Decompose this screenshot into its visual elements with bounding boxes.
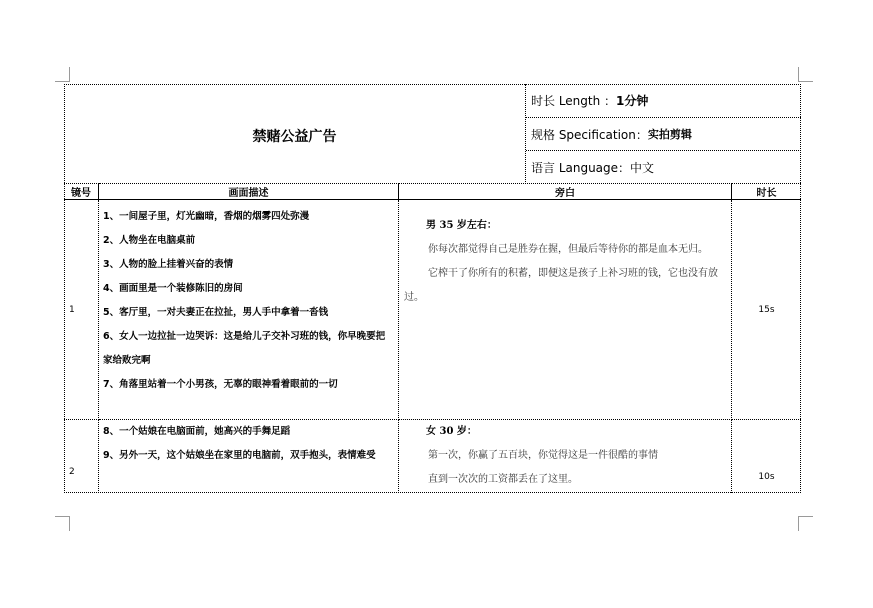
narration-line: 直到一次次的工资都丢在了这里。 <box>428 474 578 485</box>
row2-narration <box>399 420 732 493</box>
scene-item: 1、一间屋子里，灯光幽暗，香烟的烟雾四处弥漫 <box>103 211 310 222</box>
header-scene: 画面描述 <box>99 183 399 200</box>
row2-num: 2 <box>64 420 99 493</box>
row1-num: 1 <box>64 200 99 420</box>
scene-item: 3、人物的脸上挂着兴奋的表情 <box>103 259 234 270</box>
scene-item: 4、画面里是一个装修陈旧的房间 <box>103 283 243 294</box>
crop-mark-bottom-right <box>798 516 813 531</box>
header-narration: 旁白 <box>399 183 732 200</box>
header-num: 镜号 <box>64 183 99 200</box>
speaker-label: 男 35 岁左右： <box>426 220 497 231</box>
duration-label: 时长 Length ： <box>531 94 617 108</box>
header-duration: 时长 <box>732 183 801 200</box>
duration-meta <box>526 84 801 118</box>
row2-duration: 10s <box>758 471 775 482</box>
speaker-label: 女 30 岁： <box>426 426 477 437</box>
row1-scenes <box>99 200 399 420</box>
scene-item: 2、人物坐在电脑桌前 <box>103 235 196 246</box>
narration-line: 你每次都觉得自己是胜券在握，但最后等待你的都是血本无归。 <box>428 244 708 255</box>
scene-item: 8、一个姑娘在电脑面前，她高兴的手舞足蹈 <box>103 426 291 437</box>
spec-value: 实拍剪辑 <box>647 128 692 141</box>
scene-item: 9、另外一天，这个姑娘坐在家里的电脑前，双手抱头，表情难受 <box>103 450 376 461</box>
lang-label: 语言 Language： <box>531 161 631 175</box>
scene-item: 7、角落里站着一个小男孩，无辜的眼神看着眼前的一切 <box>103 379 338 390</box>
storyboard-table <box>64 84 801 493</box>
lang-meta <box>526 151 801 184</box>
crop-mark-bottom-left <box>55 516 70 531</box>
duration-value: 1分钟 <box>616 94 649 108</box>
lang-value: 中文 <box>630 161 655 175</box>
narration-line: 第一次，你赢了五百块，你觉得这是一件很酷的事情 <box>428 450 658 461</box>
spec-label: 规格 Specification： <box>531 127 648 142</box>
row2-scenes <box>99 420 399 493</box>
spec-meta <box>526 118 801 151</box>
crop-mark-top-right <box>798 67 813 82</box>
doc-title: 禁赌公益广告 <box>64 84 526 184</box>
row1-narration <box>399 200 732 420</box>
row1-duration: 15s <box>732 200 801 420</box>
scene-item: 6、女人一边拉扯一边哭诉：这是给儿子交补习班的钱，你早晚要把家给败完啊 <box>103 331 386 366</box>
scene-item: 5、客厅里，一对夫妻正在拉扯，男人手中拿着一沓钱 <box>103 307 329 318</box>
crop-mark-top-left <box>55 67 70 82</box>
narration-line: 它榨干了你所有的积蓄，即便这是孩子上补习班的钱，它也没有放过。 <box>404 268 718 303</box>
